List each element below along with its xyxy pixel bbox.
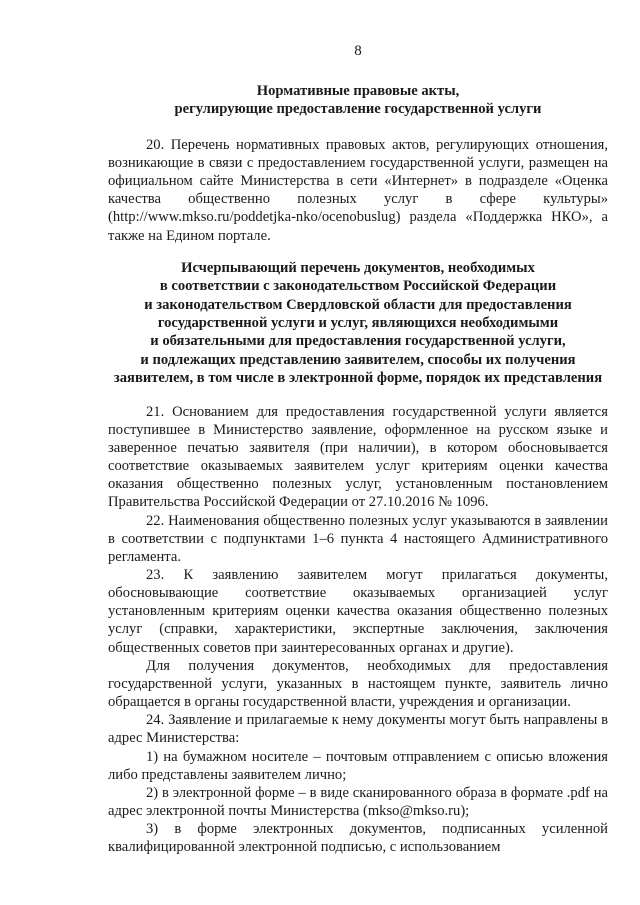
paragraph-23: 23. К заявлению заявителем могут прилагаться документы, обосновывающие соответствие оказываемых организацией услуг установленным критериям оценки качества оказания общественно полезных услуг (справки, характеристики, экспертные заключения, заключения общественных советов при заинтересованных органах и другие).	[108, 567, 608, 656]
list-item-paper: 1) на бумажном носителе – почтовым отправлением с описью вложения либо представлены заявителем лично;	[108, 748, 608, 783]
section-title-line: и законодательством Свердловской области для предоставления	[144, 296, 572, 313]
section-title-documents-list	[108, 259, 608, 388]
list-item-electronic-signature: 3) в форме электронных документов, подписанных усиленной квалифицированной электронной подписью, с использованием	[108, 821, 608, 856]
section-title-legal-acts	[108, 82, 608, 119]
paragraph-24: 24. Заявление и прилагаемые к нему документы могут быть направлены в адрес Министерства:	[108, 712, 608, 747]
section-title-line: и обязательными для предоставления государственной услуги,	[150, 333, 566, 350]
page-number: 8	[354, 43, 362, 59]
paragraph-20: 20. Перечень нормативных правовых актов, регулирующих отношения, возникающие в связи с предоставлением государственной услуги, размещен на официальном сайте Министерства в сети «Интернет» в подразделе «Оценка качества общественно полезных услуг в сфере культуры» (http://www.mkso.ru/poddetjka-nko/ocenobuslug) раздела «Поддержка НКО», а также на Едином портале.	[108, 136, 608, 244]
section-title-line: заявителем, в том числе в электронной форме, порядок их представления	[113, 370, 603, 387]
paragraph-documents-obtaining: Для получения документов, необходимых для предоставления государственной услуги, указанных в настоящем пункте, заявитель лично обращается в органы государственной власти, учреждения и организации.	[108, 657, 608, 711]
paragraph-21: 21. Основанием для предоставления государственной услуги является поступившее в Министерство заявление, оформленное на русском языке и заверенное печатью заявителя (при наличии), в котором обосновывается соответствие оказываемых заявителем услуг критериям оценки качества оказания общественно полезных услуг, установленным постановлением Правительства Российской Федерации от 27.10.2016 № 1096.	[108, 403, 608, 511]
section-title-line: регулирующие предоставление государственной услуги	[174, 101, 542, 118]
list-item-email: 2) в электронной форме – в виде сканированного образа в формате .pdf на адрес электронной почты Министерства (mkso@mkso.ru);	[108, 784, 608, 820]
section-title-line: в соответствии с законодательством Российской Федерации	[159, 278, 557, 295]
section-title-line: и подлежащих представлению заявителем, способы их получения	[140, 351, 576, 368]
section-title-line: государственной услуги и услуг, являющихся необходимыми	[157, 314, 559, 331]
paragraph-22: 22. Наименования общественно полезных услуг указываются в заявлении в соответствии с подпунктами 1–6 пункта 4 настоящего Административного регламента.	[108, 512, 608, 565]
section-title-line: Нормативные правовые акты,	[256, 83, 460, 99]
section-title-line: Исчерпывающий перечень документов, необходимых	[181, 259, 535, 276]
